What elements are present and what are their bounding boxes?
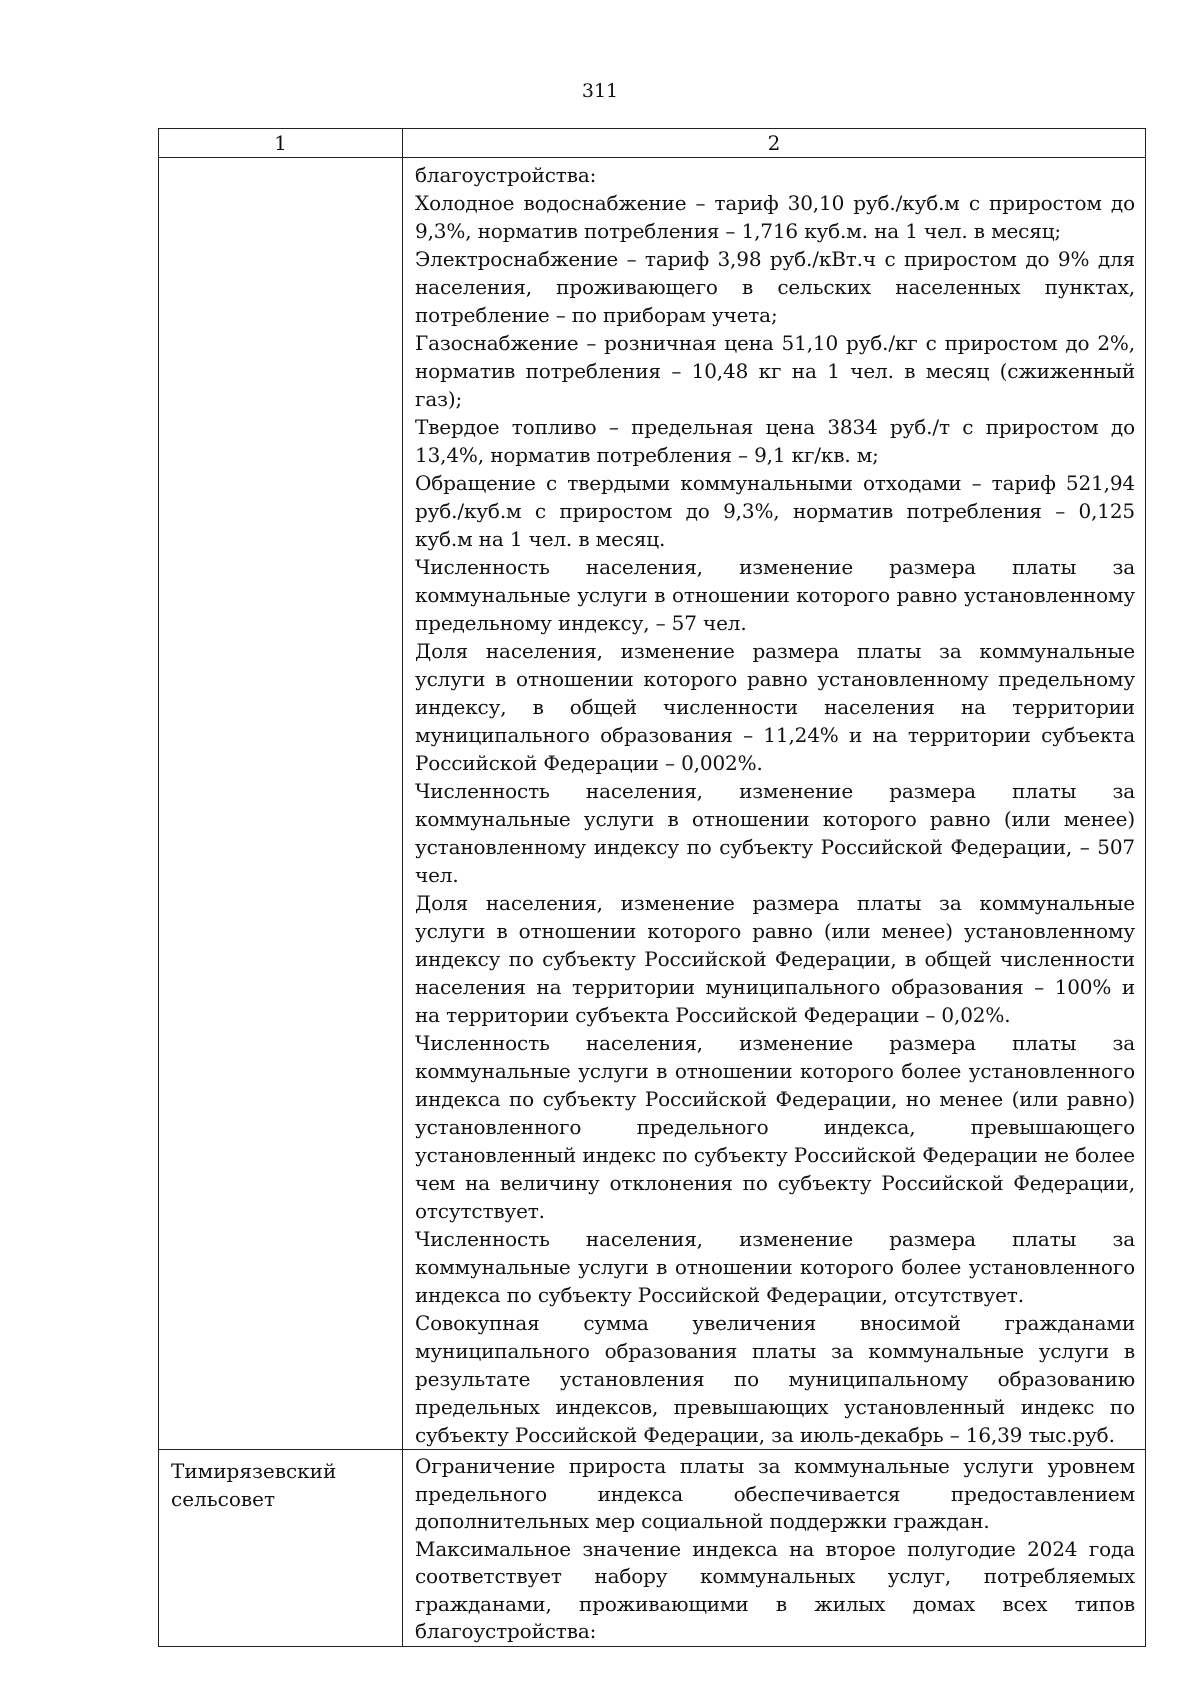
paragraph: Совокупная сумма увеличения вносимой гражданами муниципального образования платы за коммунальные услуги в результате установления по муниципальному образованию предельных индексов, превышающих установленный индекс по субъекту Российской Федерации, за июль-декабрь – 16,39 тыс.руб.	[415, 1311, 1135, 1447]
paragraph: Электроснабжение – тариф 3,98 руб./кВт.ч с приростом до 9% для населения, проживающего в сельских населенных пунктах, потребление – по приборам учета;	[415, 247, 1135, 327]
table-row	[159, 1450, 1146, 1647]
paragraph: Ограничение прироста платы за коммунальные услуги уровнем предельного индекса обеспечивается предоставлением дополнительных мер социальной поддержки граждан.	[415, 1454, 1135, 1533]
description-cell	[403, 158, 1146, 1450]
paragraph: Твердое топливо – предельная цена 3834 руб./т с приростом до 13,4%, норматив потребления – 9,1 кг/кв. м;	[415, 415, 1135, 467]
municipal-utilities-table	[158, 128, 1146, 1647]
paragraph: Обращение с твердыми коммунальными отходами – тариф 521,94 руб./куб.м с приростом до 9,3%, норматив потребления – 0,125 куб.м на 1 чел. в месяц.	[415, 471, 1135, 551]
paragraph: Численность населения, изменение размера платы за коммунальные услуги в отношении которого более установленного индекса по субъекту Российской Федерации, но менее (или равно) установленного предельного индекса, превышающего установленный индекс по субъекту Российской Федерации не более чем на величину отклонения по субъекту Российской Федерации, отсутствует.	[415, 1031, 1135, 1223]
paragraph: благоустройства:	[415, 163, 597, 187]
paragraph: Холодное водоснабжение – тариф 30,10 руб./куб.м с приростом до 9,3%, норматив потребления – 1,716 куб.м. на 1 чел. в месяц;	[415, 191, 1135, 243]
column-number-1: 1	[159, 129, 403, 158]
table-row	[159, 158, 1146, 1450]
paragraph: Газоснабжение – розничная цена 51,10 руб./кг с приростом до 2%, норматив потребления – 10,48 кг на 1 чел. в месяц (сжиженный газ);	[415, 331, 1135, 411]
page-number: 311	[581, 80, 619, 102]
paragraph: Доля населения, изменение размера платы за коммунальные услуги в отношении которого равно установленному предельному индексу, в общей численности населения на территории муниципального образования – 11,24% и на территории субъекта Российской Федерации – 0,002%.	[415, 639, 1135, 775]
paragraph: Численность населения, изменение размера платы за коммунальные услуги в отношении которого более установленного индекса по субъекту Российской Федерации, отсутствует.	[415, 1227, 1135, 1307]
column-number-2: 2	[403, 129, 1146, 158]
municipality-name-cell	[159, 158, 403, 1450]
paragraph: Численность населения, изменение размера платы за коммунальные услуги в отношении которого равно (или менее) установленному индексу по субъекту Российской Федерации, – 507 чел.	[415, 779, 1135, 887]
paragraph: Доля населения, изменение размера платы за коммунальные услуги в отношении которого равно (или менее) установленному индексу по субъекту Российской Федерации, в общей численности населения на территории муниципального образования – 100% и на территории субъекта Российской Федерации – 0,02%.	[415, 891, 1135, 1027]
municipality-name-cell: Тимирязевский сельсовет	[159, 1450, 403, 1647]
paragraph: Максимальное значение индекса на второе полугодие 2024 года соответствует набору коммунальных услуг, потребляемых гражданами, проживающими в жилых домах всех типов благоустройства:	[415, 1536, 1135, 1643]
table-header-row	[159, 129, 1146, 158]
description-cell	[403, 1450, 1146, 1647]
paragraph: Численность населения, изменение размера платы за коммунальные услуги в отношении которого равно установленному предельному индексу, – 57 чел.	[415, 555, 1135, 635]
